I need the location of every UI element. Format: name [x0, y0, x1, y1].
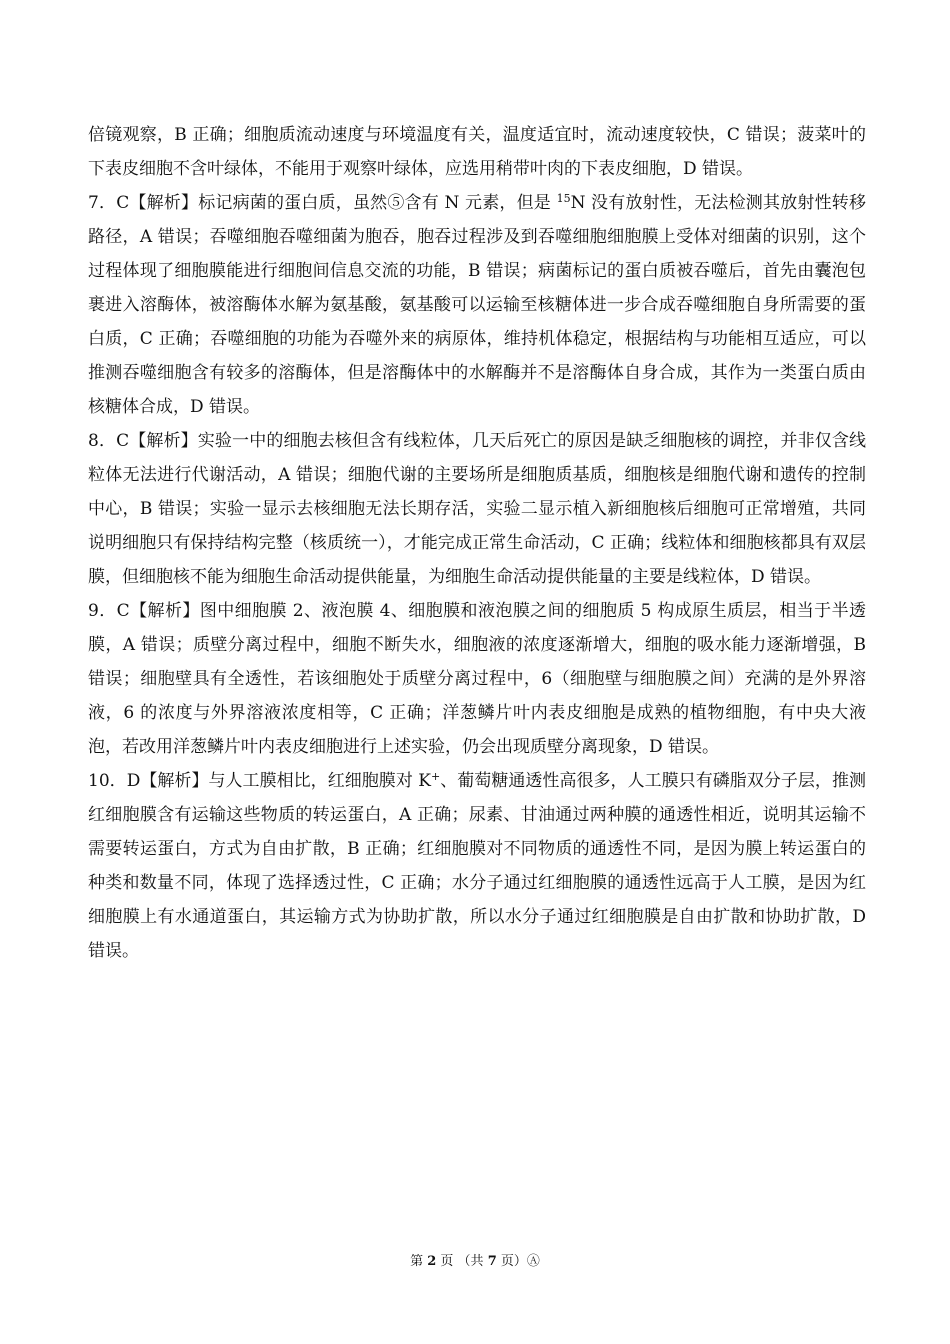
paragraph-10	[88, 764, 866, 968]
footer-suffix: 页）Ⓐ	[500, 1254, 540, 1269]
paragraph-6-continuation	[88, 118, 866, 186]
paragraph-text: 8．C【解析】实验一中的细胞去核但含有线粒体，几天后死亡的原因是缺乏细胞核的调控，并非仅含线粒体无法进行代谢活动，A 错误；细胞代谢的主要场所是细胞质基质，细胞核是细胞代谢和遗传的控制中心，B 错误；实验一显示去核细胞无法长期存活，实验二显示植入新细胞核后细胞可正常增殖，共同说明细胞只有保持结构完整（核质统一），才能完成正常生命活动，C 正确；线粒体和细胞核都具有双层膜，但细胞核不能为细胞生命活动提供能量，为细胞生命活动提供能量的主要是线粒体，D 错误。	[88, 431, 866, 587]
paragraph-text: 10．D【解析】与人工膜相比，红细胞膜对 K	[88, 771, 431, 791]
footer-total-pages: 7	[487, 1254, 497, 1269]
page-footer	[0, 1250, 950, 1269]
paragraph-text: 7．C【解析】标记病菌的蛋白质，虽然⑤含有 N 元素，但是	[88, 193, 557, 213]
footer-mid: 页 （共	[440, 1254, 484, 1269]
paragraph-9	[88, 594, 866, 764]
footer-page-number: 2	[427, 1254, 437, 1269]
footer-prefix: 第	[410, 1254, 424, 1269]
paragraph-8	[88, 424, 866, 594]
isotope-superscript: 15	[556, 192, 571, 205]
paragraph-text: 、葡萄糖通透性高很多，人工膜只有磷脂双分子层，推测红细胞膜含有运输这些物质的转运蛋白，A 正确；尿素、甘油通过两种膜的通透性相近，说明其运输不需要转运蛋白，方式为自由扩散，B 正确；红细胞膜对不同物质的通透性不同，是因为膜上转运蛋白的种类和数量不同，体现了选择透过性，C 正确；水分子通过红细胞膜的通透性远高于人工膜，是因为红细胞膜上有水通道蛋白，其运输方式为协助扩散，所以水分子通过红细胞膜是自由扩散和协助扩散，D 错误。	[88, 771, 866, 961]
paragraph-7	[88, 186, 866, 424]
answer-content	[88, 118, 866, 968]
ion-charge-superscript: +	[431, 770, 441, 783]
paragraph-text: 9．C【解析】图中细胞膜 2、液泡膜 4、细胞膜和液泡膜之间的细胞质 5 构成原生质层，相当于半透膜，A 错误；质壁分离过程中，细胞不断失水，细胞液的浓度逐渐增大，细胞的吸水能力逐渐增强，B 错误；细胞壁具有全透性，若该细胞处于质壁分离过程中，6（细胞壁与细胞膜之间）充满的是外界溶液，6 的浓度与外界溶液浓度相等，C 正确；洋葱鳞片叶内表皮细胞是成熟的植物细胞，有中央大液泡，若改用洋葱鳞片叶内表皮细胞进行上述实验，仍会出现质壁分离现象，D 错误。	[88, 601, 866, 757]
paragraph-text: 倍镜观察，B 正确；细胞质流动速度与环境温度有关，温度适宜时，流动速度较快，C 错误；菠菜叶的下表皮细胞不含叶绿体，不能用于观察叶绿体，应选用稍带叶肉的下表皮细胞，D 错误。	[88, 125, 866, 179]
paragraph-text: N 没有放射性，无法检测其放射性转移路径，A 错误；吞噬细胞吞噬细菌为胞吞，胞吞过程涉及到吞噬细胞细胞膜上受体对细菌的识别，这个过程体现了细胞膜能进行细胞间信息交流的功能，B 错误；病菌标记的蛋白质被吞噬后，首先由囊泡包裹进入溶酶体，被溶酶体水解为氨基酸，氨基酸可以运输至核糖体进一步合成吞噬细胞自身所需要的蛋白质，C 正确；吞噬细胞的功能为吞噬外来的病原体，维持机体稳定，根据结构与功能相互适应，可以推测吞噬细胞含有较多的溶酶体，但是溶酶体中的水解酶并不是溶酶体自身合成，其作为一类蛋白质由核糖体合成，D 错误。	[88, 193, 866, 417]
